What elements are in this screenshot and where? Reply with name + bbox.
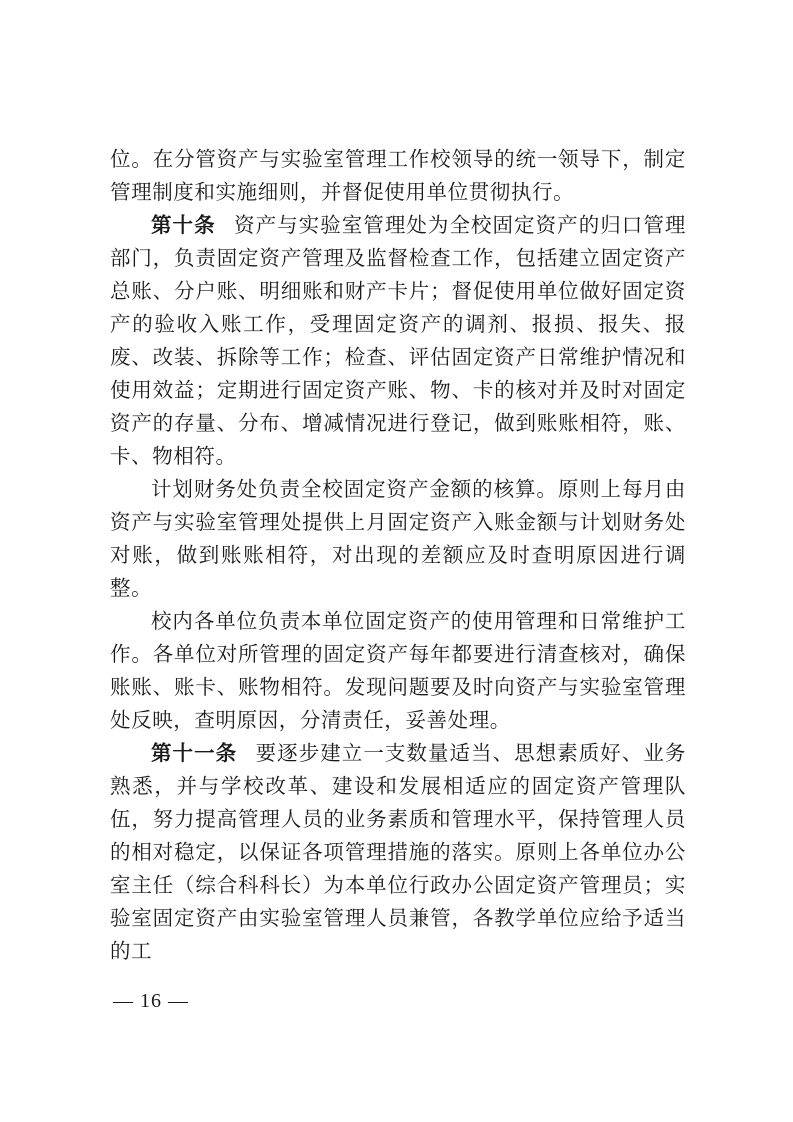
paragraph-text: 资产与实验室管理处为全校固定资产的归口管理部门，负责固定资产管理及监督检查工作，包括建立固定资产总账、分户账、明细账和财产卡片；督促使用单位做好固定资产的验收入账工作，受理固定资产的调剂、报损、报失、报废、改装、拆除等工作；检查、评估固定资产日常维护情况和使用效益；定期进行固定资产账、物、卡的核对并及时对固定资产的存量、分布、增减情况进行登记，做到账账相符，账、卡、物相符。: [110, 213, 686, 468]
paragraph-continuation: [110, 143, 686, 209]
paragraph-text: 计划财务处负责全校固定资产金额的核算。原则上每月由资产与实验室管理处提供上月固定资产入账金额与计划财务处对账，做到账账相符，对出现的差额应及时查明原因进行调整。: [110, 477, 686, 600]
paragraph-finance: [110, 473, 686, 605]
paragraph-article-10: [110, 209, 686, 473]
paragraph-article-11: [110, 737, 686, 968]
paragraph-text: 位。在分管资产与实验室管理工作校领导的统一领导下，制定管理制度和实施细则，并督促使用单位贯彻执行。: [110, 147, 686, 204]
article-heading: 第十条: [151, 213, 216, 237]
paragraph-text: 校内各单位负责本单位固定资产的使用管理和日常维护工作。各单位对所管理的固定资产每年都要进行清查核对，确保账账、账卡、账物相符。发现问题要及时向资产与实验室管理处反映，查明原因，分清责任，妥善处理。: [110, 609, 686, 732]
paragraph-units: [110, 605, 686, 737]
page-number: — 16 —: [113, 990, 189, 1012]
article-heading: 第十一条: [151, 741, 238, 765]
paragraph-text: 要逐步建立一支数量适当、思想素质好、业务熟悉，并与学校改革、建设和发展相适应的固定资产管理队伍，努力提高管理人员的业务素质和管理水平，保持管理人员的相对稳定，以保证各项管理措施的落实。原则上各单位办公室主任（综合科科长）为本单位行政办公固定资产管理员；实验室固定资产由实验室管理人员兼管，各教学单位应给予适当的工: [110, 741, 686, 963]
document-body: [110, 143, 686, 968]
